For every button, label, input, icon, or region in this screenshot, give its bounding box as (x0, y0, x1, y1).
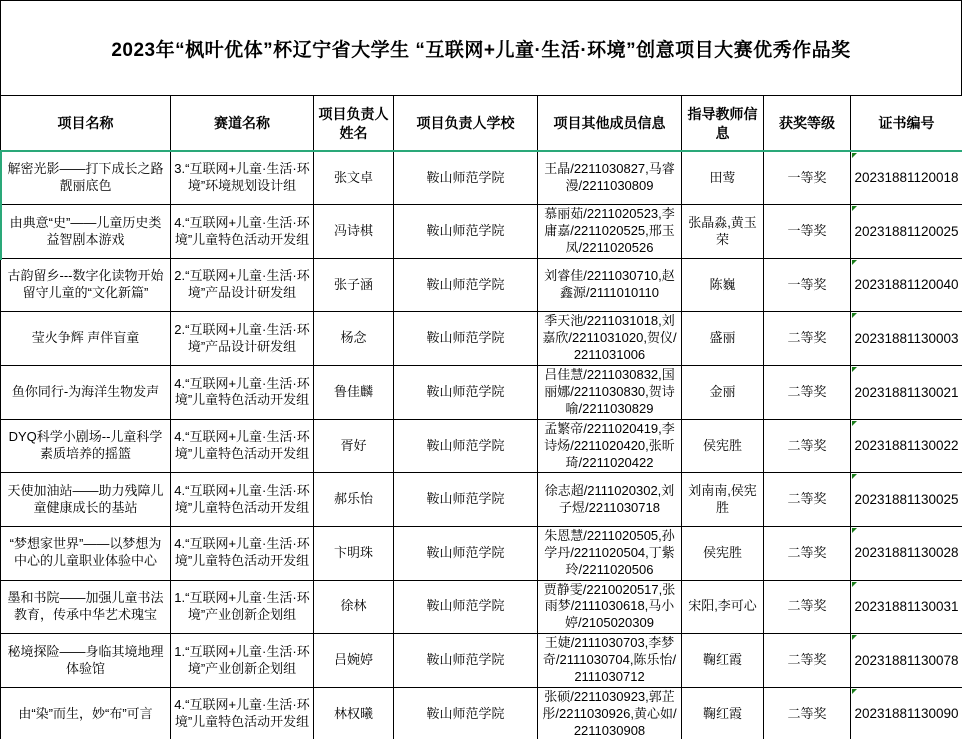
cell-teachers-info[interactable]: 金丽 (682, 366, 764, 420)
cell-leader-school[interactable]: 鞍山师范学院 (394, 259, 538, 312)
certificate-number-text: 20231881130025 (854, 491, 959, 507)
text-format-indicator-icon (852, 367, 857, 372)
cell-certificate-number[interactable] (851, 205, 962, 259)
cell-project-name[interactable]: 鱼你同行-为海洋生物发声 (1, 366, 171, 420)
cell-teachers-info[interactable]: 鞠红霞 (682, 687, 764, 739)
column-header[interactable]: 项目负责人学校 (394, 96, 538, 152)
certificate-number-text: 20231881130078 (854, 652, 959, 668)
freeze-pane-line (0, 150, 962, 152)
document-title: 2023年“枫叶优体”杯辽宁省大学生 “互联网+儿童·生活·环境”创意项目大赛优秀作品奖 (111, 39, 851, 61)
cell-project-name[interactable]: “梦想家世界”——以梦想为中心的儿童职业体验中心 (1, 526, 171, 580)
cell-teachers-info[interactable]: 侯宪胜 (682, 419, 764, 473)
cell-leader-name[interactable]: 吕婉婷 (314, 634, 394, 688)
column-header[interactable]: 项目名称 (1, 96, 171, 152)
cell-teachers-info[interactable]: 刘南南,侯宪胜 (682, 473, 764, 526)
cell-members-info[interactable]: 孟繁帝/2211020419,李诗炀/2211020420,张昕琦/2211020422 (538, 419, 682, 473)
table-row (1, 205, 962, 259)
cell-track-name[interactable]: 4.“互联网+儿童·生活·环境”儿童特色活动开发组 (171, 205, 314, 259)
cell-leader-school[interactable]: 鞍山师范学院 (394, 419, 538, 473)
cell-project-name[interactable]: 天使加油站——助力残障儿童健康成长的基站 (1, 473, 171, 526)
cell-track-name[interactable]: 4.“互联网+儿童·生活·环境”儿童特色活动开发组 (171, 526, 314, 580)
cell-award-level[interactable]: 二等奖 (764, 687, 851, 739)
cell-certificate-number[interactable] (851, 366, 962, 420)
cell-teachers-info[interactable]: 田莺 (682, 152, 764, 205)
cell-certificate-number[interactable] (851, 419, 962, 473)
cell-leader-name[interactable]: 卞明珠 (314, 526, 394, 580)
column-header[interactable]: 项目负责人姓名 (314, 96, 394, 152)
cell-teachers-info[interactable]: 张晶淼,黄玉荣 (682, 205, 764, 259)
text-format-indicator-icon (852, 153, 857, 158)
text-format-indicator-icon (852, 260, 857, 265)
certificate-number-text: 20231881130028 (854, 545, 959, 561)
cell-project-name[interactable]: 秘境探险——身临其境地理体验馆 (1, 634, 171, 688)
cell-members-info[interactable]: 贾静雯/2210020517,张雨梦/2111030618,马小婷/2105020309 (538, 580, 682, 634)
cell-leader-name[interactable]: 郝乐怡 (314, 473, 394, 526)
text-format-indicator-icon (852, 421, 857, 426)
cell-award-level[interactable]: 二等奖 (764, 526, 851, 580)
cell-certificate-number[interactable] (851, 634, 962, 688)
table-row (1, 526, 962, 580)
cell-track-name[interactable]: 2.“互联网+儿童·生活·环境”产品设计研发组 (171, 259, 314, 312)
certificate-number-text: 20231881130003 (854, 331, 959, 347)
cell-certificate-number[interactable] (851, 312, 962, 366)
column-header[interactable]: 获奖等级 (764, 96, 851, 152)
text-format-indicator-icon (852, 689, 857, 694)
text-format-indicator-icon (852, 206, 857, 211)
cell-track-name[interactable]: 1.“互联网+儿童·生活·环境”产业创新企划组 (171, 580, 314, 634)
cell-members-info[interactable]: 吕佳慧/2211030832,国丽娜/2211030830,贺诗喻/2211030829 (538, 366, 682, 420)
cell-leader-school[interactable]: 鞍山师范学院 (394, 152, 538, 205)
table-row (1, 366, 962, 420)
cell-members-info[interactable]: 张硕/2211030923,郭芷彤/2211030926,黄心如/2211030908 (538, 687, 682, 739)
cell-leader-name[interactable]: 张文卓 (314, 152, 394, 205)
cell-award-level[interactable]: 二等奖 (764, 473, 851, 526)
table-row (1, 580, 962, 634)
cell-track-name[interactable]: 4.“互联网+儿童·生活·环境”儿童特色活动开发组 (171, 366, 314, 420)
cell-track-name[interactable]: 2.“互联网+儿童·生活·环境”产品设计研发组 (171, 312, 314, 366)
cell-certificate-number[interactable] (851, 473, 962, 526)
cell-leader-school[interactable]: 鞍山师范学院 (394, 366, 538, 420)
cell-teachers-info[interactable]: 盛丽 (682, 312, 764, 366)
cell-track-name[interactable]: 4.“互联网+儿童·生活·环境”儿童特色活动开发组 (171, 687, 314, 739)
text-format-indicator-icon (852, 528, 857, 533)
cell-certificate-number[interactable] (851, 687, 962, 739)
cell-award-level[interactable]: 二等奖 (764, 312, 851, 366)
cell-project-name[interactable]: 由典意“史”——儿童历史类益智剧本游戏 (1, 205, 171, 259)
cell-project-name[interactable]: 由“染”而生，妙“布”可言 (1, 687, 171, 739)
cell-certificate-number[interactable] (851, 152, 962, 205)
cell-award-level[interactable]: 二等奖 (764, 580, 851, 634)
cell-award-level[interactable]: 一等奖 (764, 205, 851, 259)
cell-leader-school[interactable]: 鞍山师范学院 (394, 687, 538, 739)
cell-leader-name[interactable]: 杨念 (314, 312, 394, 366)
cell-members-info[interactable]: 王晶/2211030827,马睿漫/2211030809 (538, 152, 682, 205)
cell-leader-name[interactable]: 张子涵 (314, 259, 394, 312)
certificate-number-text: 20231881120040 (854, 277, 959, 293)
header-row (1, 96, 962, 152)
certificate-number-text: 20231881130021 (854, 384, 959, 400)
table-row (1, 473, 962, 526)
cell-members-info[interactable]: 刘睿佳/2211030710,赵鑫源/2111010110 (538, 259, 682, 312)
cell-track-name[interactable]: 4.“互联网+儿童·生活·环境”儿童特色活动开发组 (171, 473, 314, 526)
cell-leader-school[interactable]: 鞍山师范学院 (394, 473, 538, 526)
table-row (1, 419, 962, 473)
cell-track-name[interactable]: 4.“互联网+儿童·生活·环境”儿童特色活动开发组 (171, 419, 314, 473)
cell-track-name[interactable]: 3.“互联网+儿童·生活·环境”环境规划设计组 (171, 152, 314, 205)
cell-leader-name[interactable]: 鲁佳麟 (314, 366, 394, 420)
table-row (1, 152, 962, 205)
column-header[interactable]: 指导教师信息 (682, 96, 764, 152)
cell-award-level[interactable]: 二等奖 (764, 366, 851, 420)
text-format-indicator-icon (852, 635, 857, 640)
cell-certificate-number[interactable] (851, 526, 962, 580)
cell-members-info[interactable]: 徐志超/2111020302,刘子煜/2211030718 (538, 473, 682, 526)
cell-leader-name[interactable]: 冯诗棋 (314, 205, 394, 259)
cell-leader-school[interactable]: 鞍山师范学院 (394, 634, 538, 688)
cell-leader-school[interactable]: 鞍山师范学院 (394, 526, 538, 580)
cell-teachers-info[interactable]: 侯宪胜 (682, 526, 764, 580)
cell-teachers-info[interactable]: 鞠红霞 (682, 634, 764, 688)
cell-project-name[interactable]: 古韵留乡---数字化读物开始留守儿童的“文化新篇” (1, 259, 171, 312)
certificate-number-text: 20231881120018 (854, 170, 959, 186)
cell-leader-school[interactable]: 鞍山师范学院 (394, 205, 538, 259)
cell-members-info[interactable]: 朱恩慧/2211020505,孙学丹/2211020504,丁紫玲/2211020506 (538, 526, 682, 580)
text-format-indicator-icon (852, 313, 857, 318)
certificate-number-text: 20231881130031 (854, 599, 959, 615)
cell-leader-name[interactable]: 林权曦 (314, 687, 394, 739)
cell-project-name[interactable]: 墨和书院——加强儿童书法教育，传承中华艺术瑰宝 (1, 580, 171, 634)
document-title-cell[interactable] (0, 0, 962, 95)
table-row (1, 259, 962, 312)
awards-table (0, 95, 962, 739)
cell-members-info[interactable]: 王婕/2111030703,李梦奇/2111030704,陈乐怡/2111030712 (538, 634, 682, 688)
selection-left-border (0, 150, 2, 260)
column-header[interactable]: 证书编号 (851, 96, 962, 152)
cell-award-level[interactable]: 二等奖 (764, 634, 851, 688)
cell-members-info[interactable]: 慕丽茹/2211020523,李庸嘉/2211020525,邢玉凤/2211020526 (538, 205, 682, 259)
text-format-indicator-icon (852, 474, 857, 479)
cell-leader-name[interactable]: 徐林 (314, 580, 394, 634)
cell-project-name[interactable]: DYQ科学小剧场--儿童科学素质培养的摇篮 (1, 419, 171, 473)
column-header[interactable]: 赛道名称 (171, 96, 314, 152)
cell-teachers-info[interactable]: 宋阳,李可心 (682, 580, 764, 634)
certificate-number-text: 20231881120025 (854, 223, 959, 239)
cell-members-info[interactable]: 季天池/2211031018,刘嘉欣/2211031020,贺仪/2211031006 (538, 312, 682, 366)
certificate-number-text: 20231881130022 (854, 438, 959, 454)
cell-project-name[interactable]: 解密光影——打下成长之路靓丽底色 (1, 152, 171, 205)
cell-track-name[interactable]: 1.“互联网+儿童·生活·环境”产业创新企划组 (171, 634, 314, 688)
cell-award-level[interactable]: 一等奖 (764, 259, 851, 312)
cell-project-name[interactable]: 莹火争辉 声伴盲童 (1, 312, 171, 366)
text-format-indicator-icon (852, 582, 857, 587)
table-body (1, 152, 962, 739)
cell-leader-name[interactable]: 胥好 (314, 419, 394, 473)
column-header[interactable]: 项目其他成员信息 (538, 96, 682, 152)
cell-teachers-info[interactable]: 陈巍 (682, 259, 764, 312)
table-row (1, 312, 962, 366)
cell-certificate-number[interactable] (851, 580, 962, 634)
cell-award-level[interactable]: 二等奖 (764, 419, 851, 473)
cell-certificate-number[interactable] (851, 259, 962, 312)
cell-leader-school[interactable]: 鞍山师范学院 (394, 580, 538, 634)
cell-award-level[interactable]: 一等奖 (764, 152, 851, 205)
table-row (1, 634, 962, 688)
table-row (1, 687, 962, 739)
cell-leader-school[interactable]: 鞍山师范学院 (394, 312, 538, 366)
certificate-number-text: 20231881130090 (854, 706, 959, 722)
